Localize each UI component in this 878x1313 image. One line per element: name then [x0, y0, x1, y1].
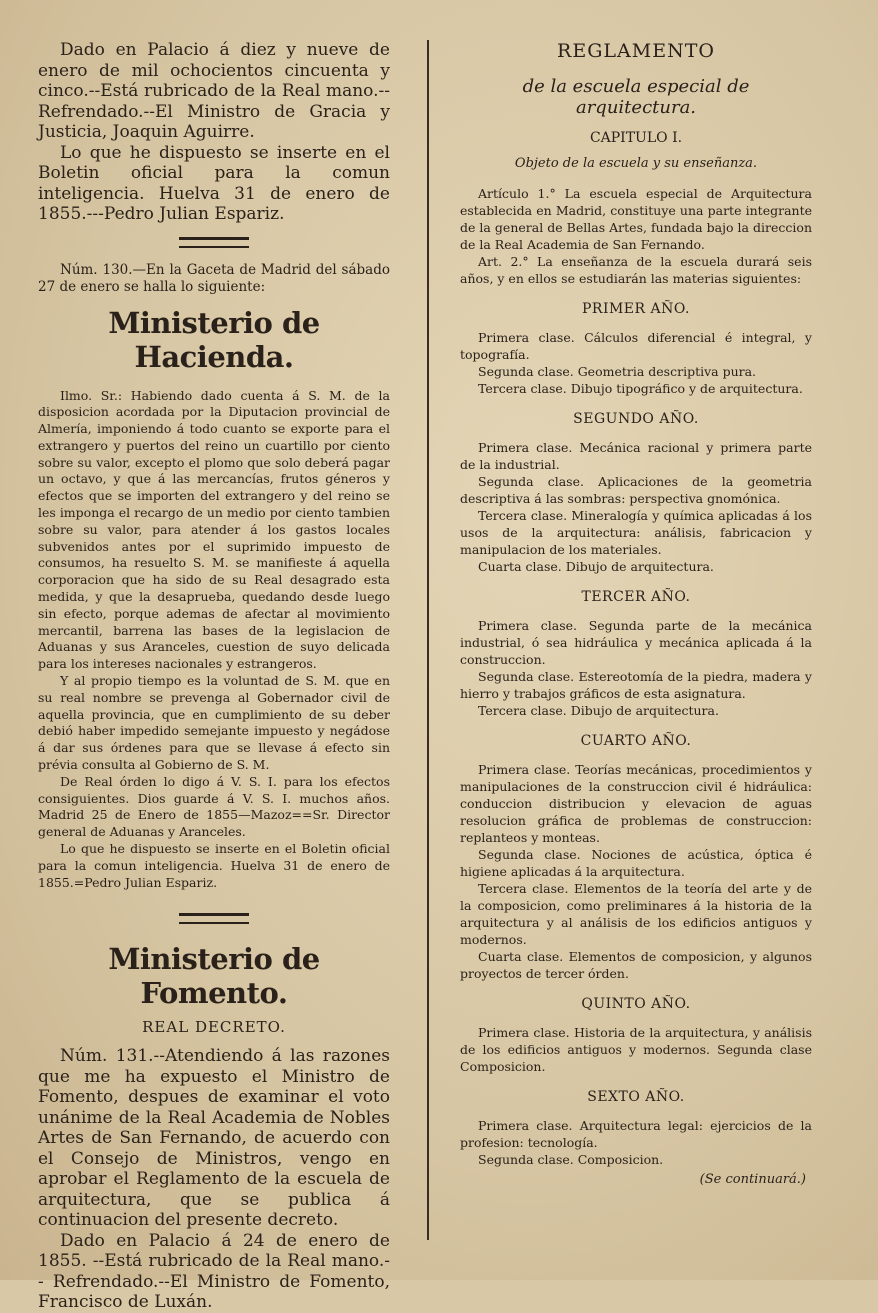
course-item: Segunda clase. Geometria descriptiva pura. [478, 364, 757, 379]
fomento-paragraph: Dado en Palacio á 24 de enero de 1855. --Está rubricado de la Real mano.-- Refrendado.--El Ministro de Fomento, Francisco de Luxán. [38, 1230, 390, 1313]
year-heading: PRIMER AÑO. [581, 301, 690, 317]
reglamento-title: REGLAMENTO [557, 40, 715, 62]
year-heading: SEXTO AÑO. [587, 1089, 685, 1105]
course-item: Primera clase. Cálculos diferencial é integral, y topografía. [460, 330, 812, 362]
course-item: Primera clase. Teorías mecánicas, procedimientos y manipulaciones de la construccion civil é hidráulica: conduccion distribucion y elevacion de aguas resolucion gráfica de problemas de construccion: replanteos y monteas. [460, 762, 812, 845]
right-column [460, 40, 812, 1187]
objective-heading: Objeto de la escuela y su enseñanza. [514, 156, 758, 171]
hacienda-paragraph: De Real órden lo digo á V. S. I. para los efectos consiguientes. Dios guarde á V. S. I. muchos años. Madrid 25 de Enero de 1855—Mazoz==Sr. Director general de Aduanas y Aranceles. [38, 773, 390, 840]
course-item: Segunda clase. Aplicaciones de la geometria descriptiva á las sombras: perspectiva gnomónica. [460, 474, 812, 506]
course-item: Primera clase. Segunda parte de la mecánica industrial, ó sea hidráulica y mecánica aplicada á la construccion. [460, 618, 812, 667]
column-divider [427, 40, 429, 1240]
article: Art. 2.° La enseñanza de la escuela durará seis años, y en ellos se estudiarán las materias siguientes: [460, 254, 812, 286]
article: Artículo 1.° La escuela especial de Arquitectura establecida en Madrid, constituye una parte integrante de la general de Bellas Artes, fundada bajo la direccion de la Real Academia de San Fernando. [460, 186, 812, 252]
course-item: Cuarta clase. Dibujo de arquitectura. [478, 559, 714, 574]
course-item: Primera clase. Arquitectura legal: ejercicios de la profesion: tecnología. [460, 1118, 812, 1150]
section-separator [179, 237, 249, 248]
course-item: Segunda clase. Composicion. [478, 1152, 664, 1167]
chapter-heading: CAPITULO I. [589, 130, 683, 146]
reglamento-subtitle: de la escuela especial de arquitectura. [522, 76, 750, 118]
hacienda-paragraph: Y al propio tiempo es la voluntad de S. M. que en su real nombre se prevenga al Gobernador civil de aquella provincia, que en cumplimiento de su deber debió haber impedido semejante impuesto y negádose á dar sus órdenes para que se llevase á efecto sin prévia consulta al Gobierno de S. M. [38, 673, 390, 773]
year-heading: TERCER AÑO. [581, 589, 691, 605]
course-item: Segunda clase. Estereotomía de la piedra, madera y hierro y trabajos gráficos de esta asignatura. [460, 669, 812, 701]
fomento-paragraph: Núm. 131.--Atendiendo á las razones que me ha expuesto el Ministro de Fomento, despues de examinar el voto unánime de la Real Academia de Nobles Artes de San Fernando, de acuerdo con el Consejo de Ministros, vengo en aprobar el Reglamento de la escuela de arquitectura, que se publica á continuacion del presente decreto. [38, 1046, 390, 1231]
hacienda-paragraph: Lo que he dispuesto se inserte en el Boletin oficial para la comun inteligencia. Huelva 31 de enero de 1855.=Pedro Julian Espariz. [38, 841, 390, 890]
hacienda-paragraph: Ilmo. Sr.: Habiendo dado cuenta á S. M. de la disposicion acordada por la Diputacion provincial de Almería, imponiendo á todo cuanto se exporte para el extrangero y puertos del reino un cuartillo por ciento sobre su valor, excepto el plomo que solo deberá pagar un octavo, y que á las mercancías, frutos géneros y efectos que se importen del extrangero y del reino se les imponga el recargo de un medio por ciento tambien sobre su valor, para atender á los gastos locales subvenidos antes por el suprimido impuesto de consumos, ha resuelto S. M. se manifieste á aquella corporacion que ha sido de su Real desagrado esta medida, y que la desaprueba, quedando desde luego sin efecto, porque ademas de afectar al movimiento mercantil, barrena las bases de la legislacion de Aduanas y sus Aranceles, cuestion de suyo delicada para los intereses nacionales y estrangeros. [38, 387, 390, 672]
year-heading: CUARTO AÑO. [580, 733, 692, 749]
intro-paragraph-2: Lo que he dispuesto se inserte en el Boletin oficial para la comun inteligencia. Huelva 31 de enero de 1855.---Pedro Julian Espariz. [38, 142, 390, 224]
course-item: Tercera clase. Dibujo de arquitectura. [478, 703, 719, 718]
year-heading: QUINTO AÑO. [581, 996, 691, 1012]
course-item: Segunda clase. Nociones de acústica, óptica é higiene aplicadas á la arquitectura. [460, 847, 812, 879]
year-heading: SEGUNDO AÑO. [573, 411, 699, 427]
section-separator [179, 913, 249, 924]
course-item: Primera clase. Mecánica racional y primera parte de la industrial. [460, 440, 812, 472]
course-item: Tercera clase. Dibujo tipográfico y de arquitectura. [478, 381, 803, 396]
fomento-heading: Ministerio de Fomento. [108, 942, 320, 1011]
course-item: Primera clase. Historia de la arquitectura, y análisis de los edificios antiguos y modernos. Segunda clase Composicion. [460, 1025, 812, 1074]
course-item: Cuarta clase. Elementos de composicion, y algunos proyectos de tercer órden. [460, 949, 812, 981]
continuation-note: (Se continuará.) [699, 1172, 806, 1187]
hacienda-heading: Ministerio de Hacienda. [108, 305, 320, 374]
left-column [38, 40, 390, 1313]
real-decreto-heading: REAL DECRETO. [142, 1018, 286, 1037]
intro-paragraph-1: Dado en Palacio á diez y nueve de enero de mil ochocientos cincuenta y cinco.--Está rubricado de la Real mano.--Refrendado.--El Ministro de Gracia y Justicia, Joaquin Aguirre. [38, 40, 390, 142]
course-item: Tercera clase. Mineralogía y química aplicadas á los usos de la arquitectura: análisis, fabricacion y manipulacion de los materiales. [460, 508, 812, 557]
gaceta-note: Núm. 130.—En la Gaceta de Madrid del sábado 27 de enero se halla lo siguiente: [38, 261, 390, 295]
course-item: Tercera clase. Elementos de la teoría del arte y de la composicion, como preliminares á la historia de la arquitectura y al análisis de los edificios antiguos y modernos. [460, 881, 812, 947]
